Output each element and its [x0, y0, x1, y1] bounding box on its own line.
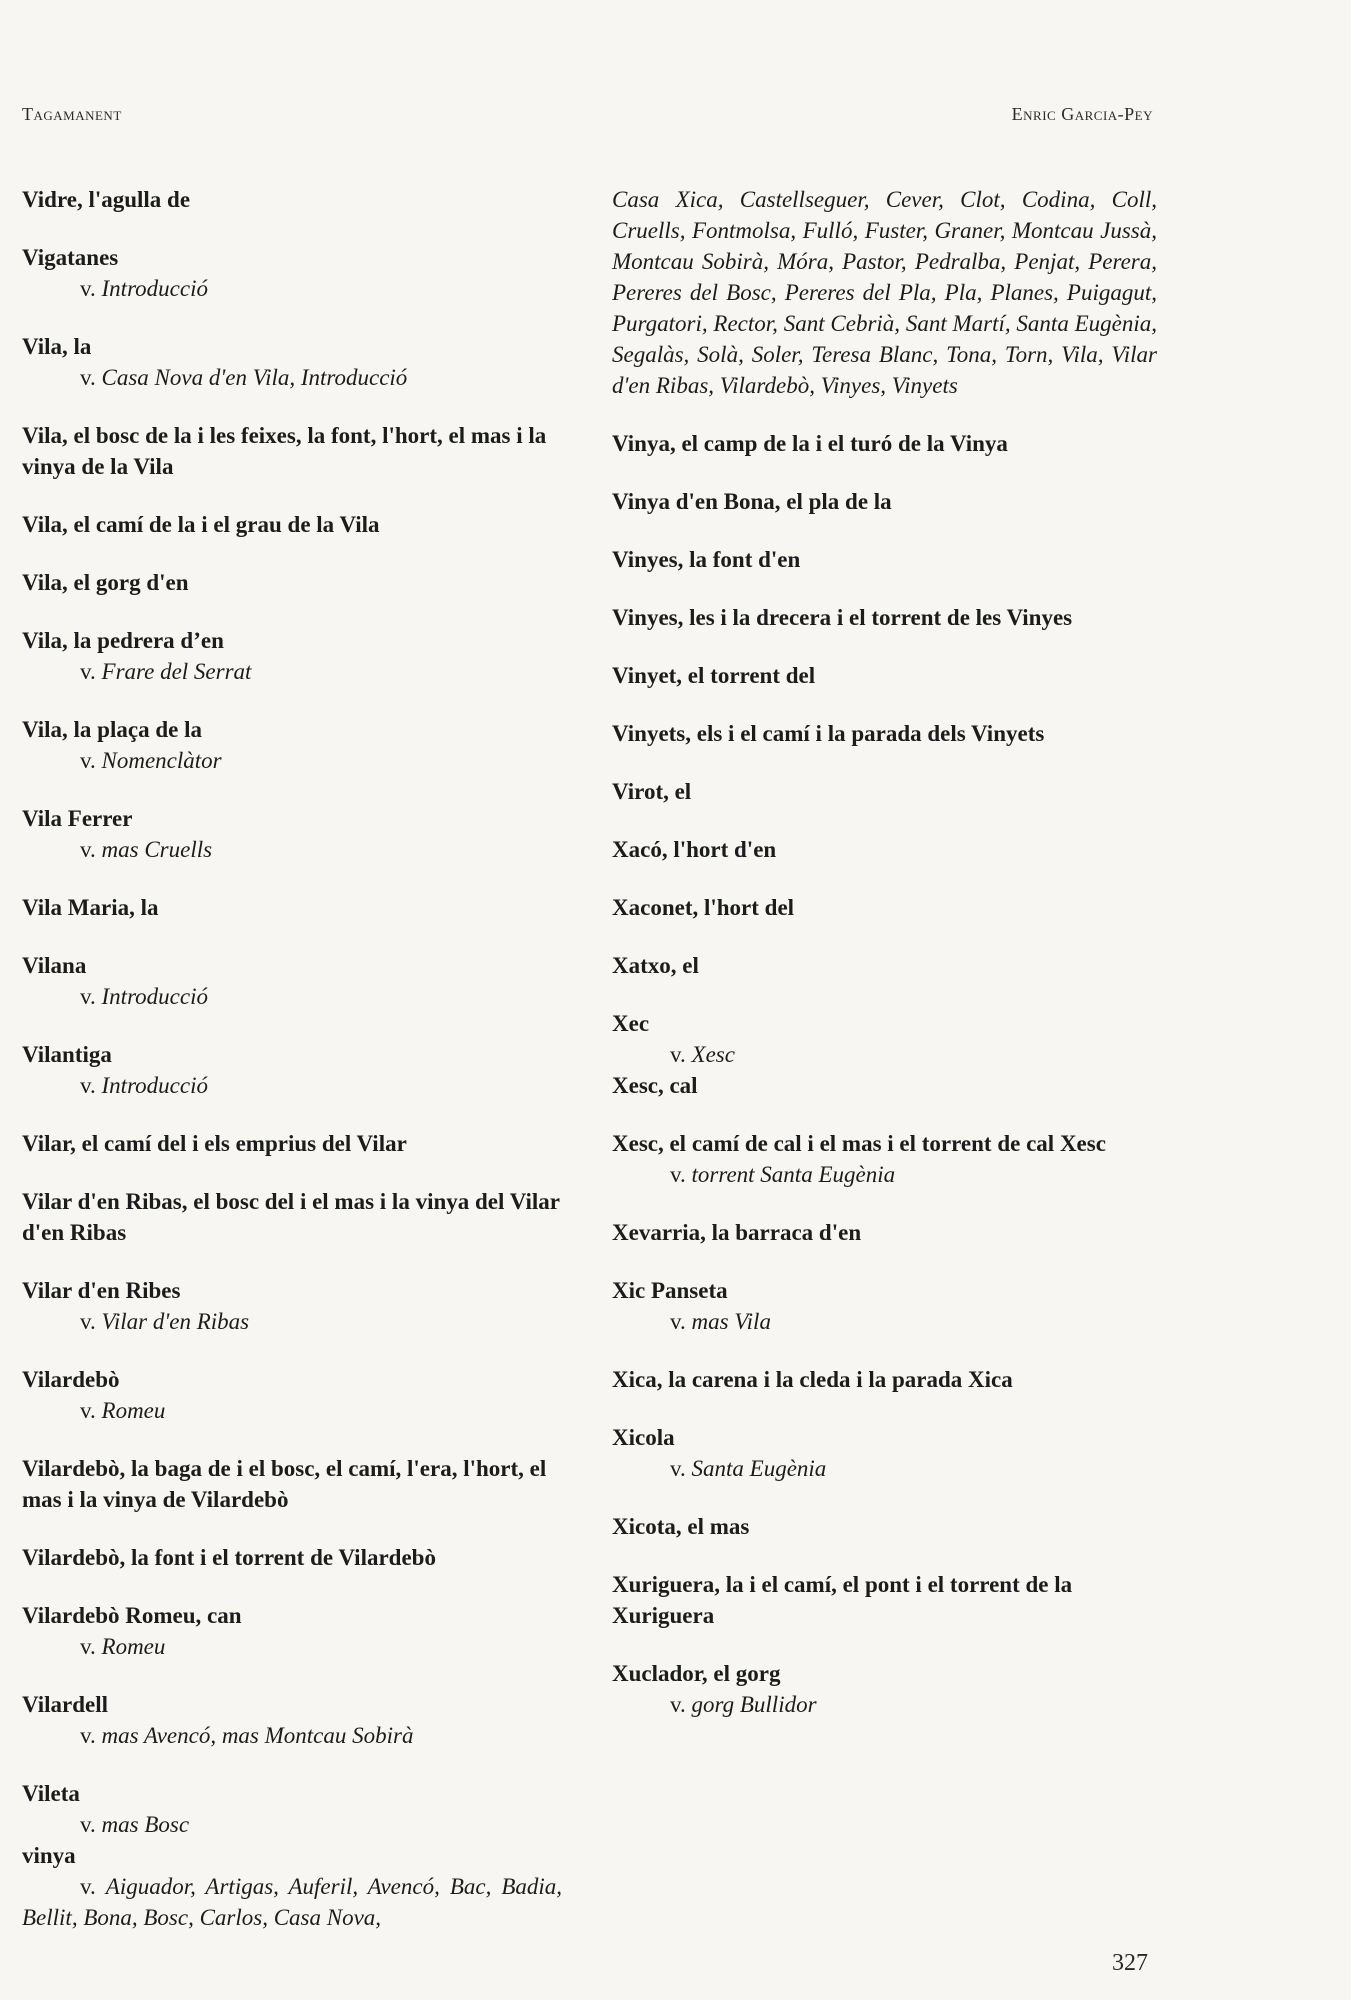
index-entry: [612, 486, 1157, 517]
right-column-entries: [612, 428, 1157, 1720]
reference-target: mas Avencó, mas Montcau Sobirà: [101, 1723, 414, 1748]
entry-term: Vila Maria, la: [22, 895, 159, 920]
index-entry: [22, 1542, 562, 1573]
reference-target: Introducció: [101, 984, 208, 1009]
entry-reference: [612, 1453, 1157, 1484]
entry-term: Xacó, l'hort d'en: [612, 837, 777, 862]
index-entry: [612, 428, 1157, 459]
reference-marker: v.: [80, 984, 96, 1009]
entry-reference: [22, 1809, 562, 1840]
right-column: [612, 184, 1157, 1747]
entry-term: Xatxo, el: [612, 953, 699, 978]
reference-target: mas Cruells: [101, 837, 213, 862]
reference-marker: v.: [80, 1634, 96, 1659]
entry-term: Vinyes, la font d'en: [612, 547, 801, 572]
reference-marker: v.: [80, 748, 96, 773]
index-entry: [22, 1453, 562, 1515]
index-entry: [22, 509, 562, 540]
entry-term: Vilana: [22, 953, 87, 978]
index-entry: [612, 1364, 1157, 1395]
entry-reference: [22, 362, 562, 393]
entry-reference: [22, 834, 562, 865]
index-entry: [22, 1275, 562, 1337]
reference-marker: v.: [80, 1398, 96, 1423]
entry-term: Vila, la: [22, 334, 92, 359]
reference-marker: v.: [670, 1456, 686, 1481]
index-entry: [22, 1364, 562, 1426]
entry-term: Xaconet, l'hort del: [612, 895, 795, 920]
index-entry: [22, 803, 562, 865]
entry-reference: [22, 273, 562, 304]
index-entry: [22, 1689, 562, 1751]
entry-term: Vilardebò: [22, 1367, 120, 1392]
reference-marker: v.: [80, 365, 96, 390]
entry-term: Vilardebò, la font i el torrent de Vilardebò: [22, 1545, 436, 1570]
reference-marker: v.: [670, 1309, 686, 1334]
reference-target: Santa Eugènia: [691, 1456, 827, 1481]
reference-marker: v.: [670, 1042, 686, 1067]
entry-reference: [22, 1395, 562, 1426]
entry-term: Virot, el: [612, 779, 692, 804]
reference-marker: v.: [80, 1812, 96, 1837]
index-entry: [22, 625, 562, 687]
entry-term: Vilar, el camí del i els emprius del Vilar: [22, 1131, 407, 1156]
entry-term: Vilardebò Romeu, can: [22, 1603, 242, 1628]
entry-term: Xicota, el mas: [612, 1514, 750, 1539]
entry-reference: [612, 1159, 1157, 1190]
entry-term: Vilardebò, la baga de i el bosc, el camí, l'era, l'hort, el mas i la vinya de Vilardebò: [22, 1456, 547, 1512]
index-entry: [22, 714, 562, 776]
entry-term: Vila, el camí de la i el grau de la Vila: [22, 512, 380, 537]
entry-reference: [22, 981, 562, 1012]
index-entry: [612, 950, 1157, 981]
reference-marker: v.: [80, 1309, 96, 1334]
index-entry: [612, 1070, 1157, 1101]
entry-term: Xuriguera, la i el camí, el pont i el torrent de la Xuriguera: [612, 1572, 1073, 1628]
entry-term: Vilardell: [22, 1692, 109, 1717]
entry-term: vinya: [22, 1843, 76, 1868]
index-entry: [612, 1128, 1157, 1190]
entry-reference: [612, 1039, 1157, 1070]
index-entry: [612, 776, 1157, 807]
index-entry: [612, 602, 1157, 633]
index-entry: [22, 567, 562, 598]
reference-target: Vilar d'en Ribas: [101, 1309, 250, 1334]
entry-term: Xica, la carena i la cleda i la parada Xica: [612, 1367, 1013, 1392]
reference-target: Romeu: [101, 1634, 166, 1659]
index-entry: [612, 718, 1157, 749]
index-entry: [612, 1569, 1157, 1631]
index-entry: [22, 1128, 562, 1159]
index-entry: [22, 950, 562, 1012]
index-entry: [22, 420, 562, 482]
entry-term: Xuclador, el gorg: [612, 1661, 781, 1686]
entry-term: Xic Panseta: [612, 1278, 728, 1303]
reference-marker: v.: [670, 1692, 686, 1717]
index-entry: [22, 1039, 562, 1101]
index-entry: [612, 1511, 1157, 1542]
reference-marker: v.: [80, 659, 96, 684]
index-entry: [22, 1600, 562, 1662]
entry-reference: [22, 1070, 562, 1101]
reference-target: Aiguador, Artigas, Auferil, Avencó, Bac, Badia, Bellit, Bona, Bosc, Carlos, Casa Nova,: [22, 1874, 563, 1930]
reference-target: torrent Santa Eugènia: [691, 1162, 896, 1187]
reference-marker: v.: [80, 1874, 96, 1899]
entry-reference: [22, 1306, 562, 1337]
reference-marker: v.: [80, 1723, 96, 1748]
continuation-text: Casa Xica, Castellseguer, Cever, Clot, Codina, Coll, Cruells, Fontmolsa, Fulló, Fuster, Graner, Montcau Jussà, Montcau Sobirà, Móra, Pastor, Pedralba, Penjat, Perera, Pereres del Bosc, Pereres del Pla, Pla, Planes, Puigagut, Purgatori, Rector, Sant Cebrià, Sant Martí, Santa Eugènia, Segalàs, Solà, Soler, Teresa Blanc, Tona, Torn, Vila, Vilar d'en Ribas, Vilardebò, Vinyes, Vinyets: [612, 187, 1157, 398]
entry-term: Vila, la plaça de la: [22, 717, 202, 742]
entry-term: Vinyet, el torrent del: [612, 663, 816, 688]
left-column: [22, 184, 562, 1960]
reference-marker: v.: [80, 837, 96, 862]
entry-term: Vilar d'en Ribas, el bosc del i el mas i la vinya del Vilar d'en Ribas: [22, 1189, 560, 1245]
entry-term: Vila, la pedrera d’en: [22, 628, 224, 653]
entry-term: Xevarria, la barraca d'en: [612, 1220, 862, 1245]
index-entry: [612, 1658, 1157, 1720]
entry-term: Vila, el bosc de la i les feixes, la font, l'hort, el mas i la vinya de la Vila: [22, 423, 547, 479]
index-entry: [22, 184, 562, 215]
entry-term: Vinyes, les i la drecera i el torrent de les Vinyes: [612, 605, 1073, 630]
entry-term: Vileta: [22, 1781, 80, 1806]
reference-target: Frare del Serrat: [101, 659, 252, 684]
index-entry: [22, 892, 562, 923]
entry-reference: [22, 656, 562, 687]
index-entry: [612, 1008, 1157, 1070]
index-entry: [22, 331, 562, 393]
reference-target: Casa Nova d'en Vila, Introducció: [101, 365, 408, 390]
entry-term: Vila Ferrer: [22, 806, 133, 831]
index-entry: [22, 242, 562, 304]
entry-reference: [22, 745, 562, 776]
reference-target: mas Vila: [691, 1309, 771, 1334]
reference-target: Introducció: [101, 1073, 208, 1098]
reference-target: Romeu: [101, 1398, 166, 1423]
reference-target: Nomenclàtor: [101, 748, 222, 773]
index-entry: [22, 1840, 562, 1933]
reference-target: Xesc: [691, 1042, 735, 1067]
entry-term: Vigatanes: [22, 245, 119, 270]
entry-reference: [22, 1871, 562, 1933]
reference-target: Introducció: [101, 276, 208, 301]
entry-reference: [612, 1306, 1157, 1337]
entry-term: Vidre, l'agulla de: [22, 187, 191, 212]
entry-term: Vila, el gorg d'en: [22, 570, 189, 595]
entry-reference: [612, 1689, 1157, 1720]
entry-term: Xesc, el camí de cal i el mas i el torrent de cal Xesc: [612, 1131, 1106, 1156]
index-entry: [22, 1186, 562, 1248]
reference-target: gorg Bullidor: [691, 1692, 817, 1717]
entry-term: Xesc, cal: [612, 1073, 698, 1098]
running-head-left: Tagamanent: [22, 104, 122, 124]
entry-term: Vinyets, els i el camí i la parada dels Vinyets: [612, 721, 1045, 746]
index-entry: [612, 892, 1157, 923]
index-entry: [22, 1778, 562, 1840]
entry-term: Vilar d'en Ribes: [22, 1278, 181, 1303]
index-entry: [612, 1422, 1157, 1484]
entry-reference: [22, 1720, 562, 1751]
reference-marker: v.: [670, 1162, 686, 1187]
entry-reference: [22, 1631, 562, 1662]
index-entry: [612, 1217, 1157, 1248]
entry-term: Xicola: [612, 1425, 675, 1450]
index-entry: [612, 660, 1157, 691]
index-entry: [612, 834, 1157, 865]
index-entry: [612, 1275, 1157, 1337]
reference-marker: v.: [80, 276, 96, 301]
reference-target: mas Bosc: [101, 1812, 190, 1837]
index-entry: [612, 544, 1157, 575]
entry-term: Xec: [612, 1011, 650, 1036]
entry-term: Vinya d'en Bona, el pla de la: [612, 489, 892, 514]
page-number: 327: [1112, 1950, 1148, 1976]
continuation-entry: [612, 184, 1157, 401]
entry-term: Vilantiga: [22, 1042, 112, 1067]
reference-marker: v.: [80, 1073, 96, 1098]
running-head-right: Enric Garcia-Pey: [1011, 104, 1153, 124]
entry-term: Vinya, el camp de la i el turó de la Vinya: [612, 431, 1008, 456]
